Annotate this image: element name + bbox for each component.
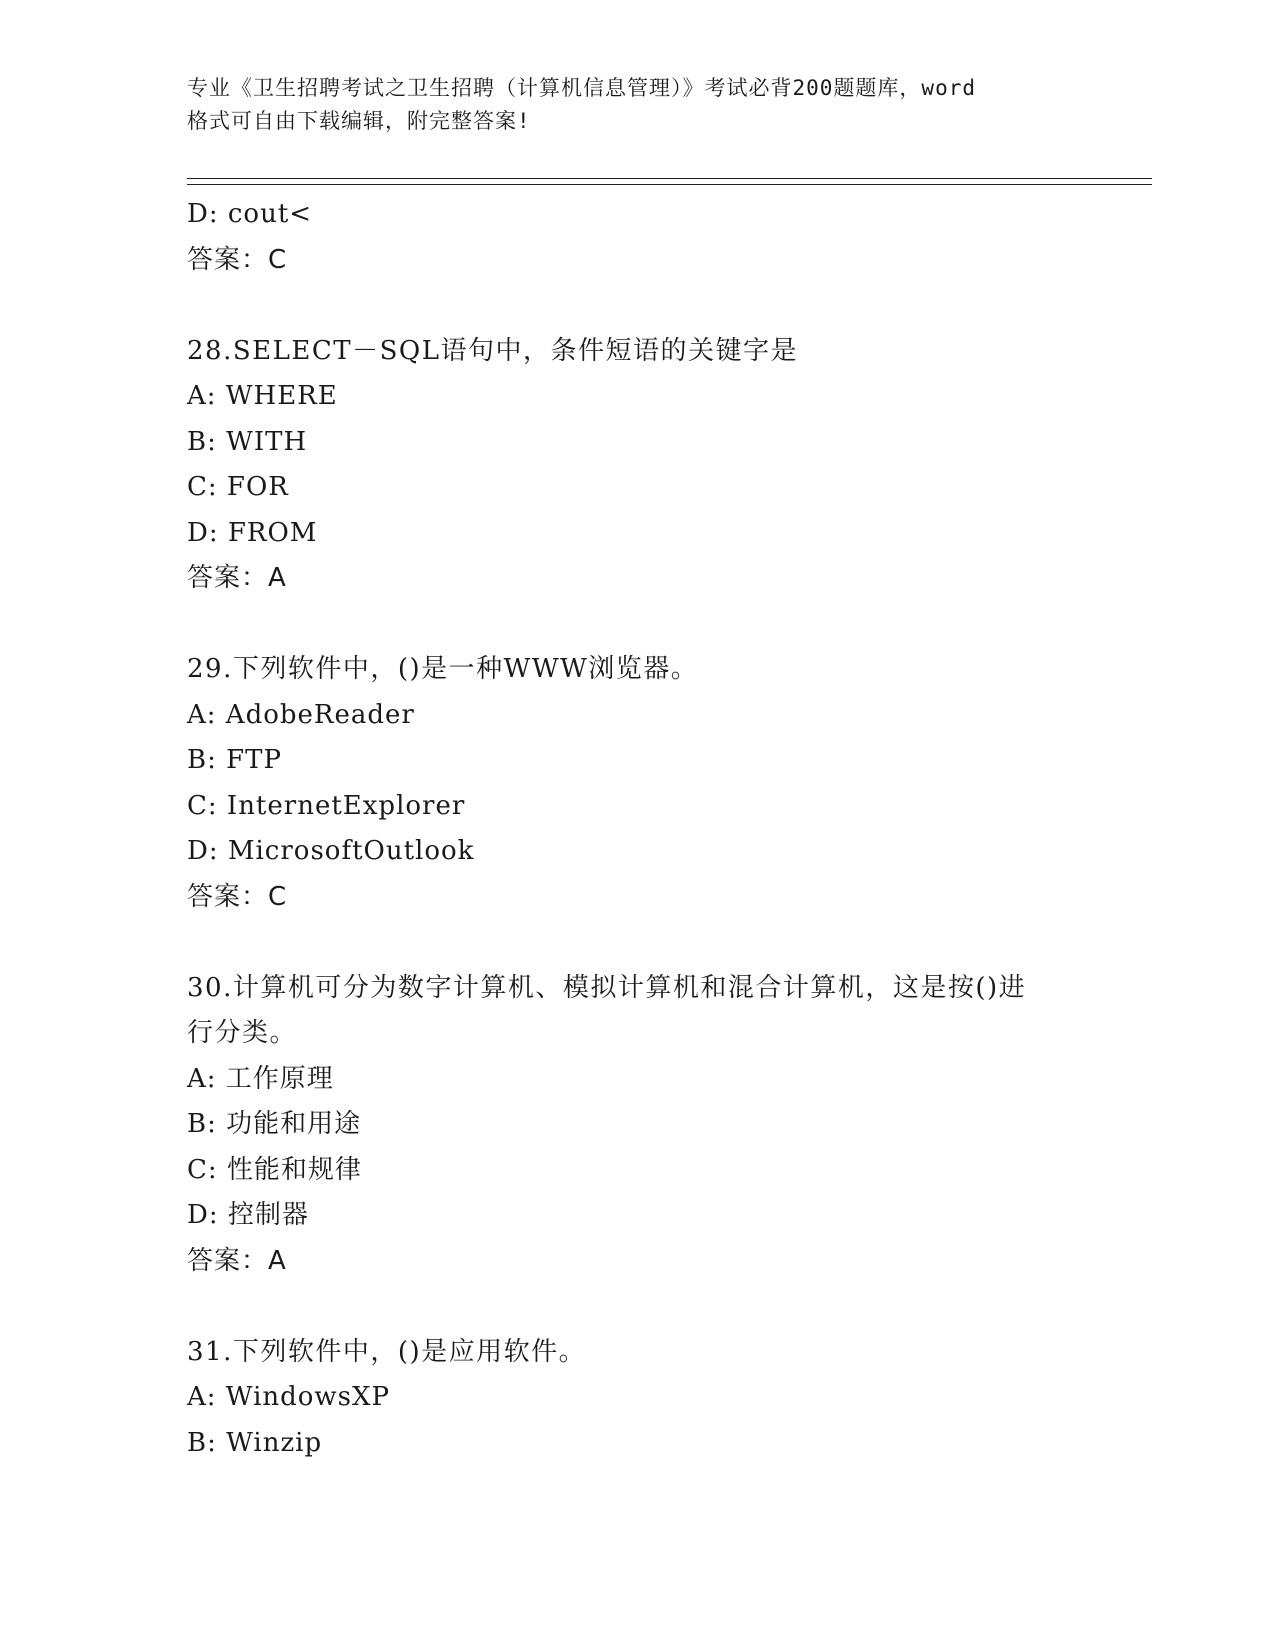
answer: 答案：C (187, 881, 288, 912)
question-31 (187, 1330, 1107, 1467)
option-d: D: FROM (187, 517, 318, 548)
question-text-line-1: 30.计算机可分为数字计算机、模拟计算机和混合计算机，这是按()进 (187, 972, 1027, 1003)
question-text: 31.下列软件中，()是应用软件。 (187, 1336, 587, 1367)
option-a: A: WHERE (187, 381, 338, 411)
option-d: D: MicrosoftOutlook (187, 836, 475, 866)
question-text: 28.SELECT－SQL语句中，条件短语的关键字是 (187, 335, 799, 366)
question-list (187, 192, 1107, 1466)
spacer (187, 602, 1107, 648)
answer: 答案：A (187, 1245, 287, 1276)
document-header (187, 72, 1107, 138)
option-d: D: 控制器 (187, 1200, 309, 1230)
spacer (187, 920, 1107, 966)
question-30 (187, 966, 1107, 1285)
question-27-tail (187, 192, 1107, 283)
header-line-1: 专业《卫生招聘考试之卫生招聘（计算机信息管理）》考试必背200题题库，word (187, 76, 976, 100)
question-text-line-2: 行分类。 (187, 1018, 298, 1048)
answer: 答案：C (187, 244, 288, 275)
option-a: A: AdobeReader (187, 699, 415, 730)
option-d: D: cout< (187, 199, 313, 229)
option-a: A: 工作原理 (187, 1063, 334, 1094)
spacer (187, 1284, 1107, 1330)
option-c: C: 性能和规律 (187, 1154, 362, 1185)
option-b: B: WITH (187, 426, 308, 457)
header-line-2: 格式可自由下载编辑，附完整答案! (187, 109, 531, 133)
option-b: B: Winzip (187, 1427, 323, 1458)
option-c: C: FOR (187, 472, 289, 502)
option-b: B: FTP (187, 745, 283, 775)
option-b: B: 功能和用途 (187, 1109, 362, 1139)
option-c: C: InternetExplorer (187, 790, 466, 821)
header-rule-bottom (187, 184, 1152, 185)
question-29 (187, 647, 1107, 920)
option-a: A: WindowsXP (187, 1382, 391, 1412)
spacer (187, 283, 1107, 329)
answer: 答案：A (187, 563, 287, 593)
question-text: 29.下列软件中，()是一种WWW浏览器。 (187, 654, 699, 684)
header-rule-top (187, 178, 1152, 179)
question-28 (187, 329, 1107, 602)
